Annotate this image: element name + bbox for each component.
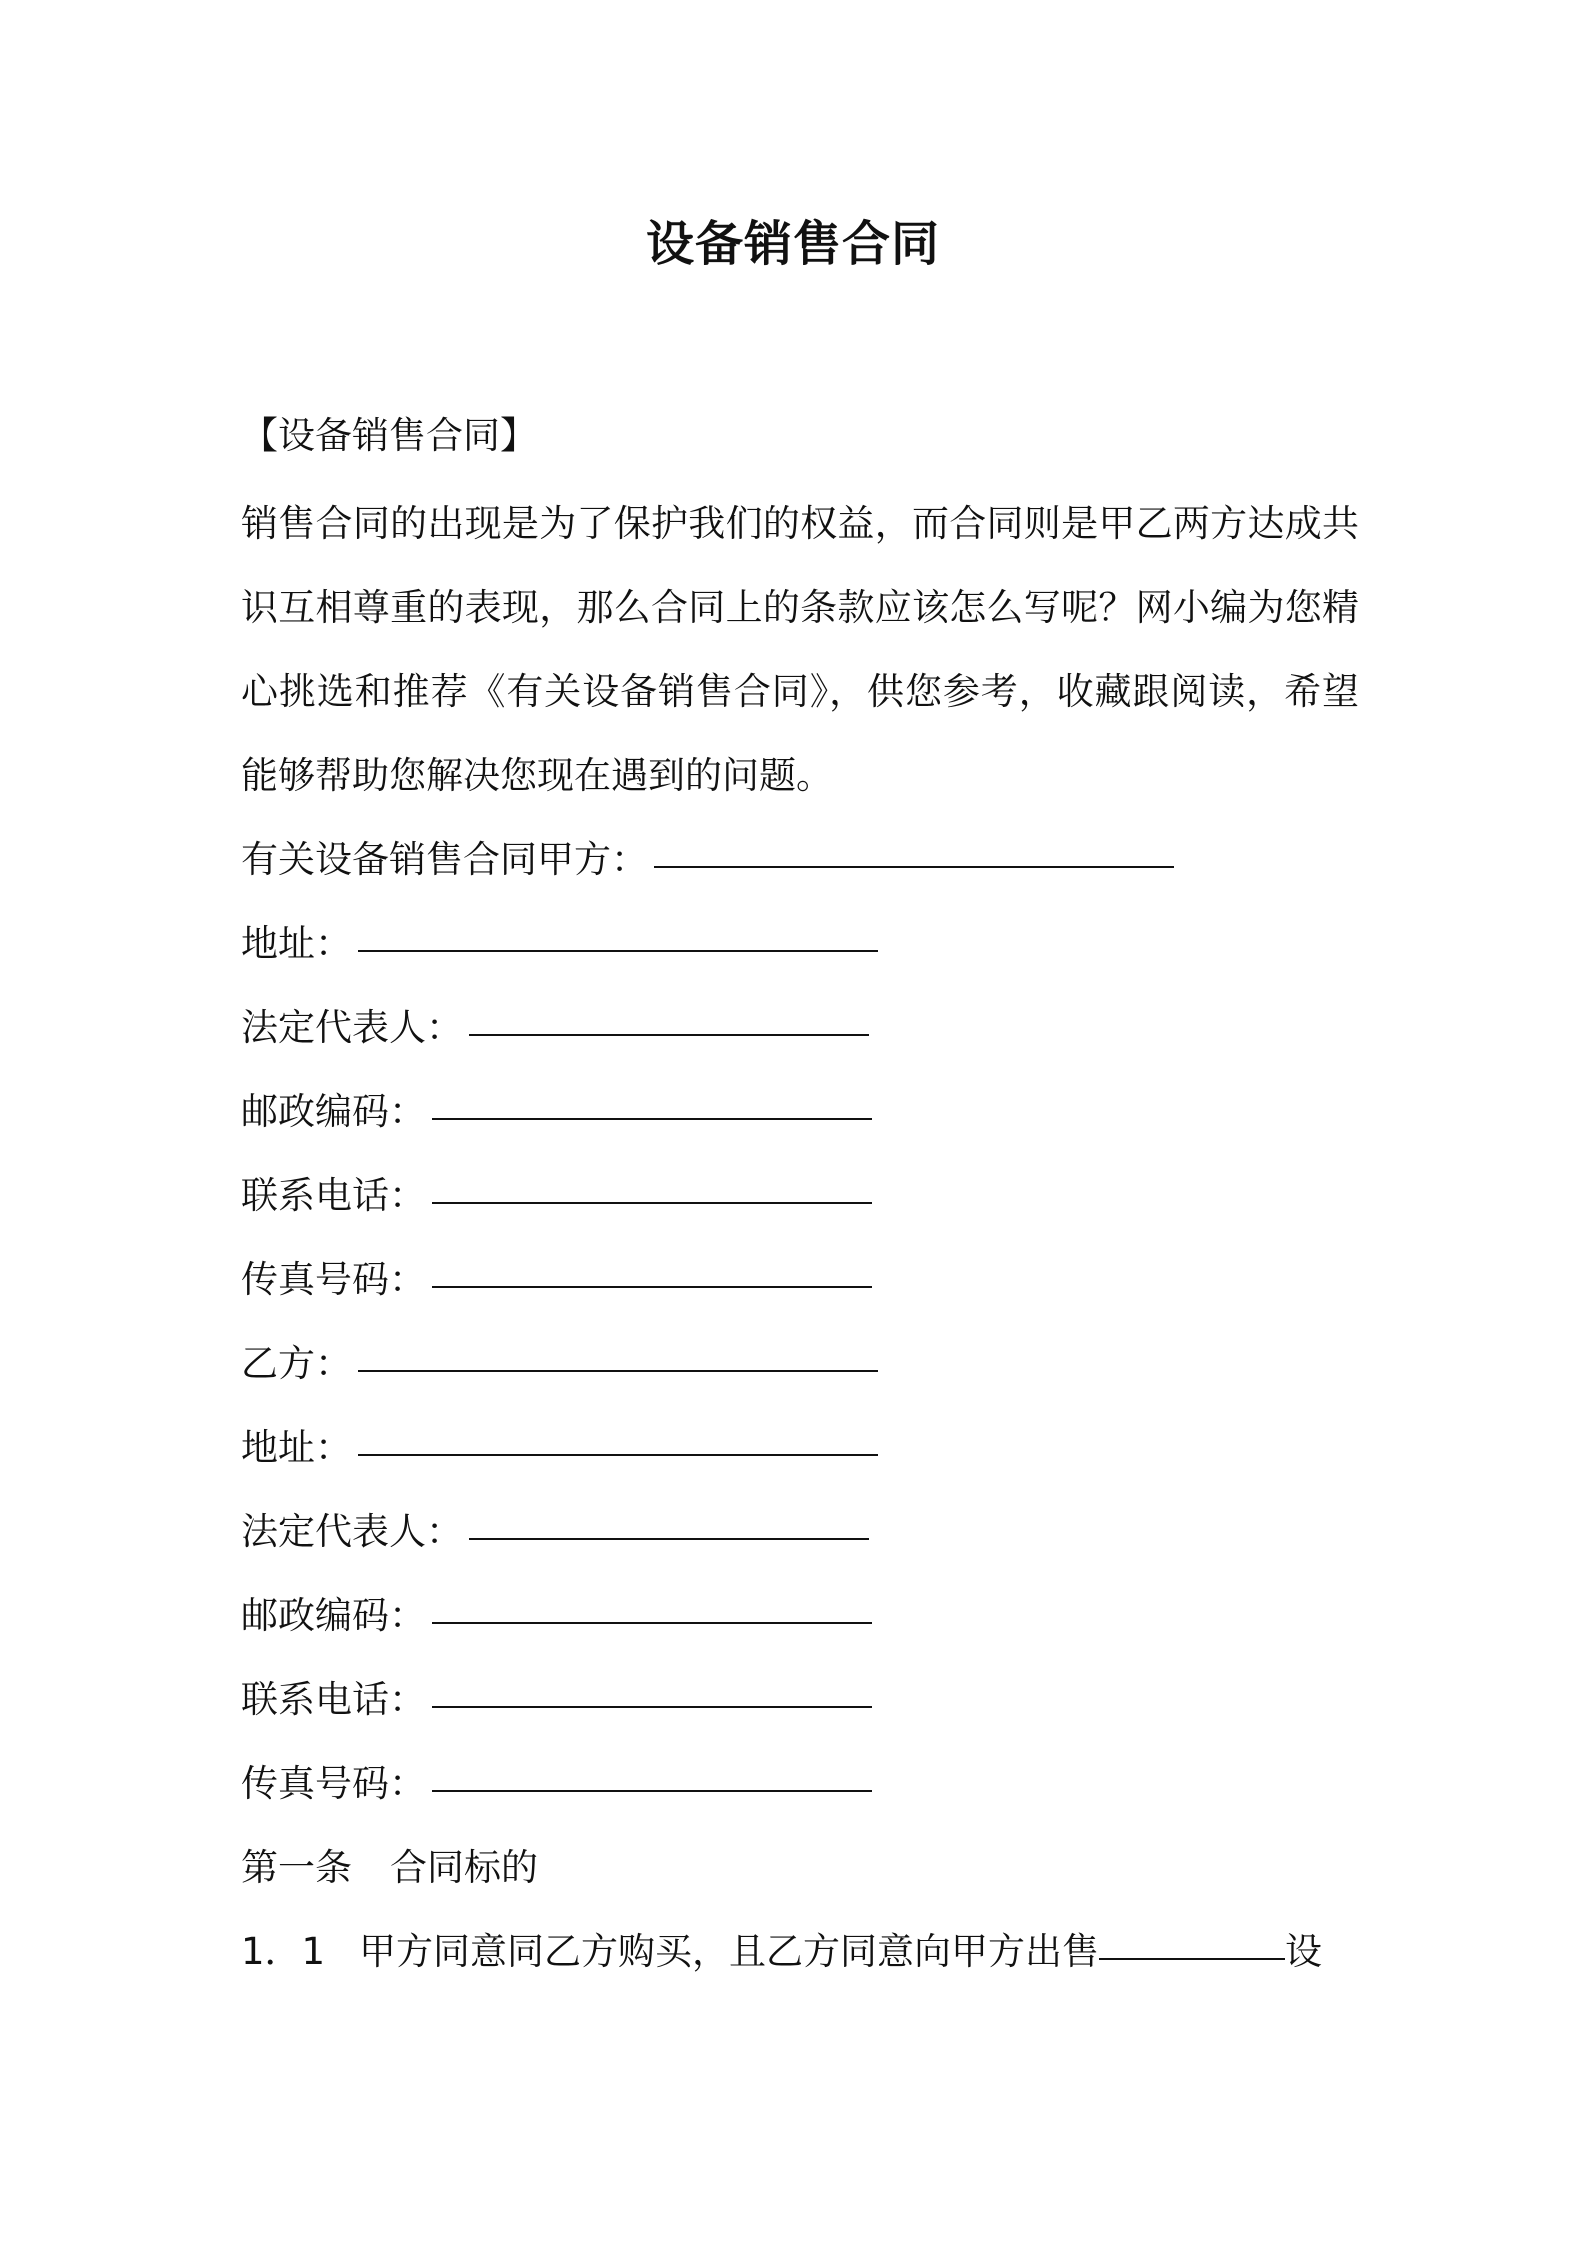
party-a-phone-blank: [432, 1192, 872, 1204]
party-b-fax-blank: [432, 1780, 872, 1792]
party-a-postal-label: 邮政编码：: [241, 1090, 426, 1133]
party-b-phone-line: [241, 1658, 1361, 1742]
clause-1-1-number: 1．1: [241, 1930, 326, 1973]
clause-1-1: [241, 1910, 1361, 1994]
party-a-phone-line: [241, 1154, 1361, 1238]
document-body: [241, 404, 1361, 1994]
party-b-fields: [241, 1322, 1361, 1826]
party-b-postal-blank: [432, 1612, 872, 1624]
party-a-address-blank: [358, 940, 878, 952]
clause-1-1-suffix: 设: [1285, 1930, 1322, 1973]
party-a-fax-label: 传真号码：: [241, 1258, 426, 1301]
section-heading: 【设备销售合同】: [241, 414, 537, 457]
party-b-label: 乙方：: [241, 1342, 352, 1385]
party-a-blank: [654, 856, 1174, 868]
party-a-fields: [241, 818, 1361, 1322]
party-a-postal-line: [241, 1070, 1361, 1154]
party-b-legal-rep-line: [241, 1490, 1361, 1574]
party-a-phone-label: 联系电话：: [241, 1174, 426, 1217]
party-b-phone-blank: [432, 1696, 872, 1708]
party-a-address-line: [241, 902, 1361, 986]
party-b-postal-line: [241, 1574, 1361, 1658]
party-b-legal-rep-blank: [469, 1528, 869, 1540]
party-b-address-label: 地址：: [241, 1426, 352, 1469]
party-b-postal-label: 邮政编码：: [241, 1594, 426, 1637]
party-a-postal-blank: [432, 1108, 872, 1120]
party-a-legal-rep-line: [241, 986, 1361, 1070]
section-1-title: [241, 1826, 1361, 1910]
party-a-fax-blank: [432, 1276, 872, 1288]
party-b-blank: [358, 1360, 878, 1372]
clause-1-1-blank: [1099, 1948, 1285, 1960]
section-1-label: 第一条: [241, 1846, 352, 1889]
clause-1-1-text: 甲方同意同乙方购买，且乙方同意向甲方出售: [359, 1930, 1099, 1973]
party-b-legal-rep-label: 法定代表人：: [241, 1510, 463, 1553]
intro-paragraph: 销售合同的出现是为了保护我们的权益，而合同则是甲乙两方达成共识互相尊重的表现，那么合同上的条款应该怎么写呢？网小编为您精心挑选和推荐《有关设备销售合同》，供您参考，收藏跟阅读，希望能够帮助您解决您现在遇到的问题。: [241, 502, 1359, 797]
party-a-label: 有关设备销售合同甲方：: [241, 838, 648, 881]
document-title: 设备销售合同: [645, 216, 940, 272]
party-b-address-line: [241, 1406, 1361, 1490]
party-a-legal-rep-blank: [469, 1024, 869, 1036]
party-b-fax-line: [241, 1742, 1361, 1826]
party-b-phone-label: 联系电话：: [241, 1678, 426, 1721]
party-a-address-label: 地址：: [241, 922, 352, 965]
party-a-legal-rep-label: 法定代表人：: [241, 1006, 463, 1049]
party-b-address-blank: [358, 1444, 878, 1456]
section-1-name: 合同标的: [390, 1846, 538, 1889]
party-b-line: [241, 1322, 1361, 1406]
party-a-fax-line: [241, 1238, 1361, 1322]
party-b-fax-label: 传真号码：: [241, 1762, 426, 1805]
party-a-line: [241, 818, 1361, 902]
